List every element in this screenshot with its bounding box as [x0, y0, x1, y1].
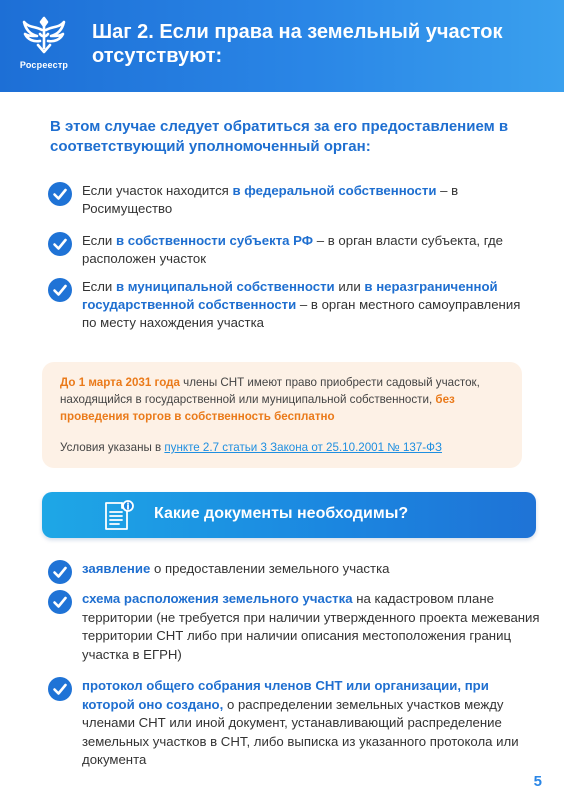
- document-info-icon: [100, 499, 136, 531]
- document-item-text: протокол общего собрания членов СНТ или организации, при которой оно создано, о распределении земельных участков между членами СНТ или иной документ, устанавливающий распределение земельных участков в СНТ, либо выписка из указанного протокола или документа: [82, 678, 519, 767]
- document-item-text: заявление о предоставлении земельного участка: [82, 561, 390, 576]
- check-circle-icon: [48, 278, 72, 302]
- check-circle-icon: [48, 590, 72, 614]
- list-item-federal: [48, 182, 538, 218]
- list-item-text: Если в муниципальной собственности или в неразграниченной государственной собственности – в орган местного самоуправления по месту нахождения участка: [82, 279, 521, 330]
- list-item-text: Если в собственности субъекта РФ – в орган власти субъекта, где расположен участок: [82, 233, 504, 266]
- document-item-text: схема расположения земельного участка на кадастровом плане территории (не требуется при наличии утвержденного проекта межевания территории СНТ либо при наличии описания местоположения границ участка в ЕГРН): [82, 591, 540, 662]
- note-text: До 1 марта 2031 года члены СНТ имеют право приобрести садовый участок, находящийся в государственной или муниципальной собственности, без проведения торгов в собственность бесплатно: [60, 376, 480, 423]
- banner-title: Какие документы необходимы?: [154, 505, 409, 522]
- page-number: 5: [533, 773, 542, 790]
- document-item-protocol: [48, 677, 540, 770]
- intro-text: В этом случае следует обратиться за его предоставлением в соответствующий уполномоченный орган:: [50, 118, 509, 155]
- check-circle-icon: [48, 677, 72, 701]
- check-circle-icon: [48, 182, 72, 206]
- list-item-municipal: [48, 278, 538, 332]
- rosreestr-logo: [12, 14, 76, 84]
- document-item-application: [48, 560, 540, 579]
- page-title: Шаг 2. Если права на земельный участок отсутствуют:: [92, 21, 503, 67]
- eagle-emblem-icon: [21, 14, 67, 58]
- check-circle-icon: [48, 232, 72, 256]
- check-circle-icon: [48, 560, 72, 584]
- info-note: [42, 362, 522, 468]
- logo-text: Росреестр: [19, 60, 69, 70]
- list-item-subject: [48, 232, 538, 268]
- note-conditions: Условия указаны в пункте 2.7 статьи 3 Закона от 25.10.2001 № 137-ФЗ: [60, 441, 442, 454]
- page-header: [0, 0, 564, 92]
- law-link[interactable]: пункте 2.7 статьи 3 Закона от 25.10.2001 № 137-ФЗ: [164, 441, 442, 454]
- list-item-text: Если участок находится в федеральной собственности – в Росимущество: [82, 183, 459, 216]
- documents-banner: [42, 492, 536, 538]
- document-item-scheme: [48, 590, 540, 664]
